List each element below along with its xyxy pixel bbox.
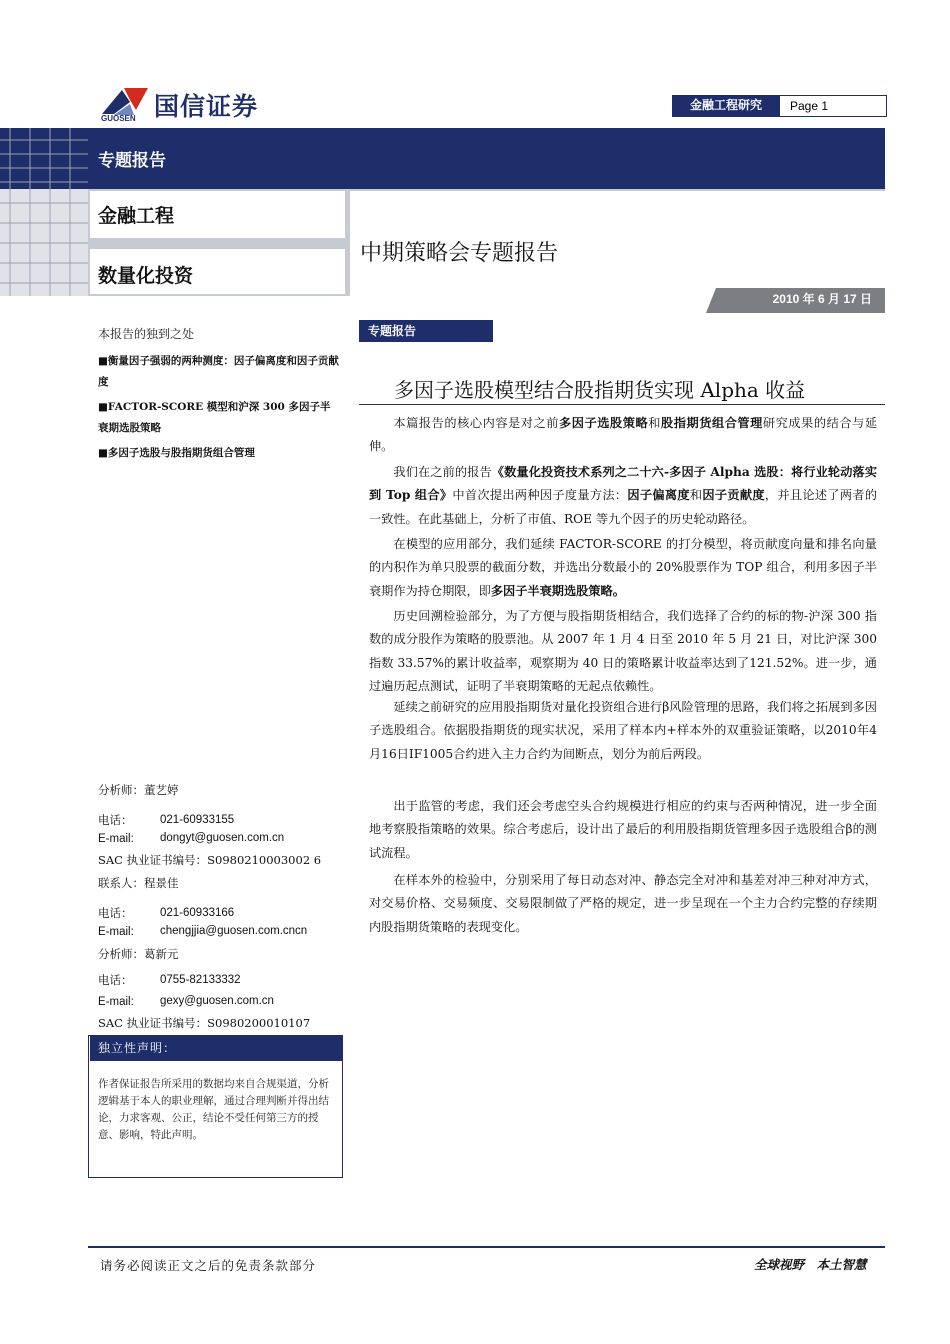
declaration-text: 作者保证报告所采用的数据均来自合规渠道，分析逻辑基于本人的职业理解，通过合理判断并得出结论，力求客观、公正，结论不受任何第三方的授意、影响，特此声明。	[98, 1078, 329, 1141]
highlight-item: ■多因子选股与股指期货组合管理	[98, 447, 255, 459]
analyst1-email	[98, 828, 338, 849]
email-label: E-mail:	[98, 833, 134, 845]
report-title: 中期策略会专题报告	[360, 241, 559, 266]
article-paragraph: 出于监管的考虑，我们还会考虑空头合约规模进行相应的约束与否两种情况，进一步全面地考察股指策略的效果。综合考虑后，设计出了最后的利用股指期货管理多因子选股组合β的测试流程。	[369, 799, 877, 860]
highlights-title: 本报告的独到之处	[98, 327, 195, 341]
article-paragraph: 延续之前研究的应用股指期货对量化投资组合进行β风险管理的思路，我们将之拓展到多因子选股组合。依据股指期货的现实状况，采用了样本内+样本外的双重验证策略，以2010年4月16日IF1005合约进入主力合约为间断点，划分为前后两段。	[369, 700, 877, 761]
analyst1-name: 分析师：董艺婷	[98, 783, 179, 797]
header-category: 金融工程研究	[672, 95, 780, 116]
phone-value: 021-60933166	[160, 907, 235, 919]
article-paragraph: 在样本外的检验中，分别采用了每日动态对冲、静态完全对冲和基差对冲三种对冲方式，对交易价格、交易频度、交易限制做了严格的规定，进一步呈现在一个主力合约完整的存续期内股指期货策略的表现变化。	[369, 873, 877, 934]
analyst2-email	[98, 991, 338, 1012]
analyst1-sac: SAC 执业证书编号：S0980210003002 6	[98, 853, 322, 867]
title-rule	[359, 404, 885, 405]
grid-decoration	[0, 128, 88, 296]
company-name-en: GUOSEN	[101, 114, 136, 123]
phone-value: 021-60933155	[160, 814, 235, 826]
contact-person: 联系人：程景佳	[98, 876, 179, 890]
email-label: E-mail:	[98, 996, 134, 1008]
page-number: Page 1	[790, 99, 829, 113]
phone-label: 电话：	[98, 906, 133, 920]
field-label: 金融工程	[98, 205, 175, 227]
company-name-cn: 国信证券	[154, 92, 259, 121]
email-label: E-mail:	[98, 926, 134, 938]
guosen-logo-icon	[100, 84, 150, 118]
phone-label: 电话：	[98, 973, 133, 987]
phone-label: 电话：	[98, 813, 133, 827]
contact-email	[98, 921, 338, 942]
footer-rule	[88, 1246, 885, 1248]
email-value[interactable]: chengjjia@guosen.com.cncn	[160, 925, 308, 937]
report-type-label: 专题报告	[98, 151, 166, 171]
footer-slogan: 全球视野 本土智慧	[754, 1257, 867, 1272]
email-value[interactable]: gexy@guosen.com.cn	[160, 995, 274, 1007]
report-date: 2010 年 6 月 17 日	[772, 292, 872, 306]
article-paragraph: 我们在之前的报告《数量化投资技术系列之二十六-多因子 Alpha 选股：将行业轮动落实到 Top 组合》中首次提出两种因子度量方法：因子偏离度和因子贡献度，并且论述了两者的一致性。在此基础上，分析了市值、ROE 等九个因子的历史轮动路径。	[369, 465, 878, 526]
article-paragraph: 本篇报告的核心内容是对之前多因子选股策略和股指期货组合管理研究成果的结合与延伸。	[369, 416, 878, 454]
analyst1-phone	[98, 810, 338, 830]
analyst2-sac: SAC 执业证书编号：S0980200010107	[98, 1016, 311, 1030]
analyst2-name: 分析师：葛新元	[98, 947, 179, 961]
contact-phone	[98, 903, 338, 923]
article-tag: 专题报告	[359, 320, 493, 342]
article-paragraph: 在模型的应用部分，我们延续 FACTOR-SCORE 的打分模型，将贡献度向量和排名向量的内积作为单只股票的截面分数，并选出分数最小的 20%股票作为 TOP 组合，利用多因子半衰期作为持仓期限，即多因子半衰期选股策略。	[369, 537, 877, 598]
highlight-item: ■衡量因子强弱的两种测度：因子偏离度和因子贡献度	[98, 355, 339, 388]
article-title: 多因子选股模型结合股指期货实现 Alpha 收益	[394, 378, 806, 402]
analyst2-phone	[98, 970, 338, 990]
email-value[interactable]: dongyt@guosen.com.cn	[160, 832, 285, 844]
phone-value: 0755-82133332	[160, 974, 241, 986]
footer-disclaimer: 请务必阅读正文之后的免责条款部分	[100, 1258, 317, 1273]
subfield-label: 数量化投资	[98, 265, 194, 287]
highlight-item: ■FACTOR-SCORE 模型和沪深 300 多因子半衰期选股策略	[98, 401, 331, 434]
declaration-title: 独立性声明：	[90, 1035, 343, 1061]
article-paragraph: 历史回溯检验部分，为了方便与股指期货相结合，我们选择了合约的标的物-沪深 300 指数的成分股作为策略的股票池。从 2007 年 1 月 4 日至 2010 年 5 月 21 日，对比沪深 300 指数 33.57%的累计收益率，观察期为 40 日的策略累计收益率达到了121.52%。进一步，通过遍历起点测试，证明了半衰期策略的无起点依赖性。	[369, 609, 877, 694]
